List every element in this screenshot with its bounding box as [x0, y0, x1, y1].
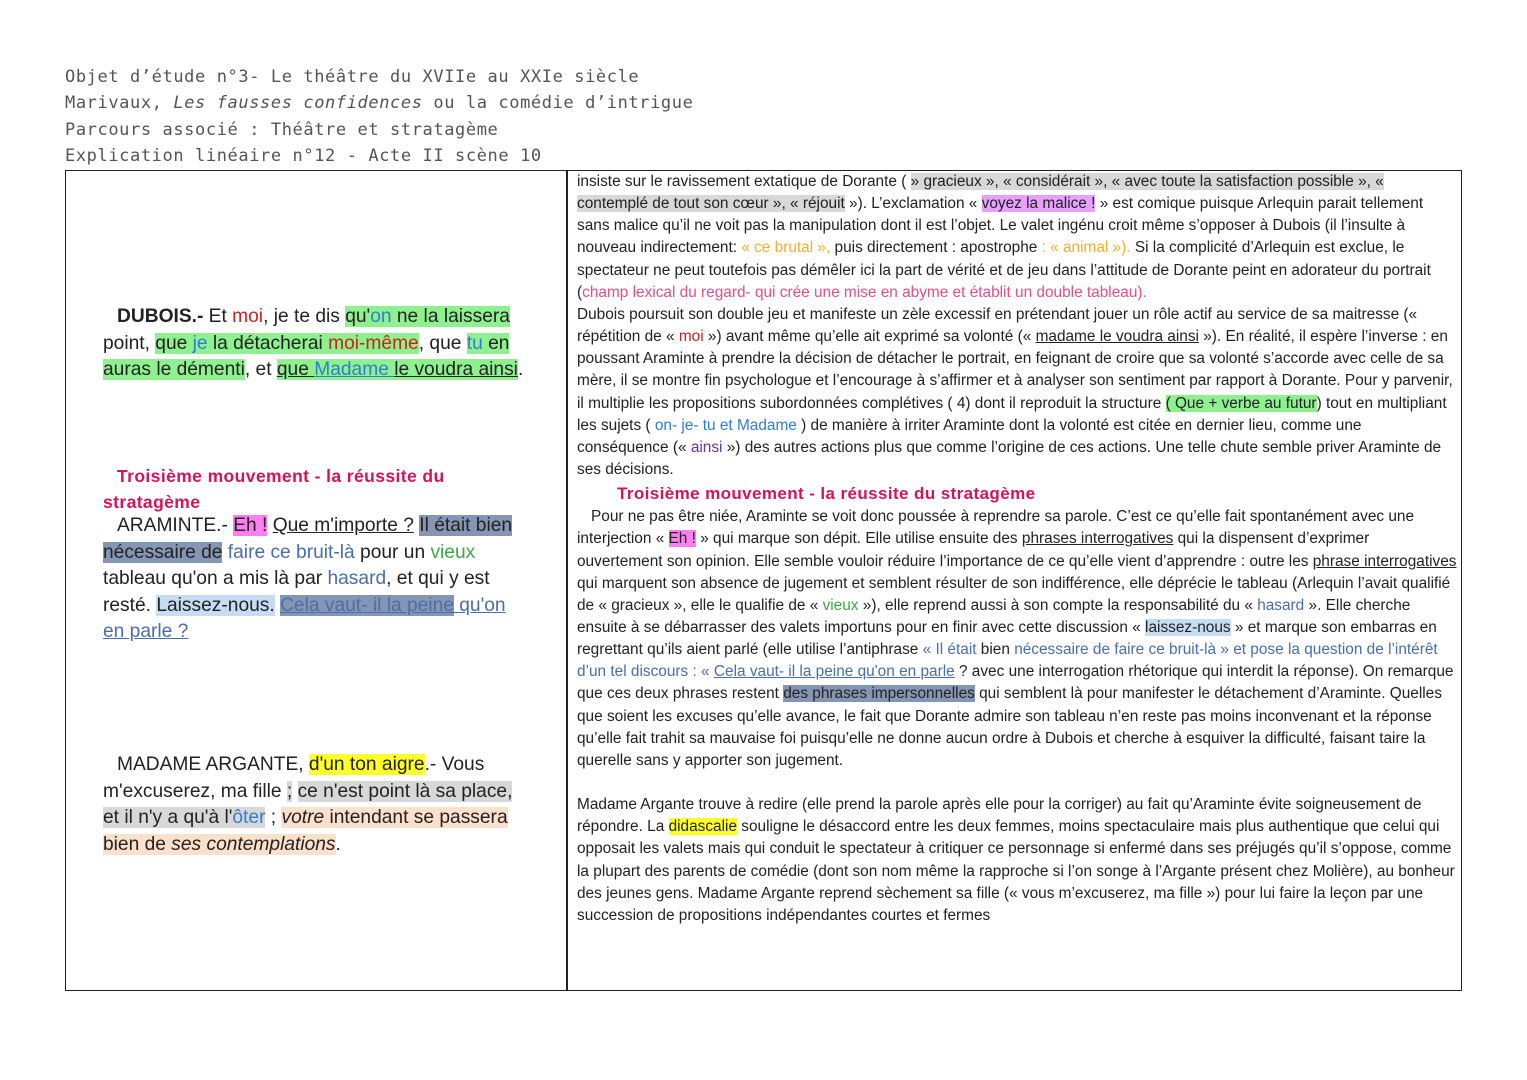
commentary-column: [577, 171, 1457, 927]
explanation-line: Explication linéaire n°12 - Acte II scène 10: [65, 145, 542, 166]
pronoun-je: je: [192, 332, 208, 354]
movement-heading-right: Troisième mouvement - la réussite du stratagème: [617, 484, 1036, 504]
movement-title: Troisième mouvement - la réussite du stratagème: [103, 466, 445, 512]
word-vieux: vieux: [822, 596, 859, 614]
paragraph-gap: [577, 772, 1457, 794]
text: , et qui y est resté.: [103, 568, 490, 616]
text: point,: [103, 332, 156, 354]
text: pour un: [354, 541, 431, 563]
play-title: Les fausses confidences: [173, 93, 423, 114]
rhetorical-question-quote: Cela vaut- il la peine qu'on en parle: [713, 663, 955, 681]
text: Pour ne pas être niée, Araminte se voit donc poussée à reprendre sa parole. C’est ce qu’elle fait spontanément avec une interjection «: [577, 508, 1415, 548]
commentary-paragraph-3: [577, 506, 1457, 772]
laissez-nous: Laissez-nous.: [156, 594, 275, 616]
stage-direction: d'un ton aigre: [308, 754, 425, 775]
word-votre: votre: [281, 807, 325, 828]
subjects-list: on- je- tu et Madame: [654, 416, 797, 434]
text: ? avec une interrogation rhétorique qui interdit la réponse). On remarque que ces deux phrases restent: [577, 663, 1454, 703]
text: Et: [203, 306, 233, 327]
argante-speech: [103, 752, 528, 858]
course-line: Parcours associé : Théâtre et stratagème: [65, 119, 499, 140]
word-contemplations: ses contemplations: [171, 833, 336, 855]
impersonal-highlight: des phrases impersonnelles: [783, 685, 975, 703]
text: Dubois poursuit son double jeu et manifeste un zèle excessif en prétendant jouer un rôle actif au service de sa maitresse (« répétition de «: [577, 305, 1418, 346]
rhetorical-question: Cela vaut- il la peine: [280, 594, 454, 616]
text: ) tout en multipliant les sujets (: [577, 394, 1447, 434]
text: tableau qu'on a mis là par: [103, 568, 328, 589]
apostrophe-quote: : « animal »).: [1041, 239, 1131, 257]
text: faire ce bruit-là: [222, 541, 355, 563]
text: qui la dispensent d’exprimer ouvertement son opinion. Elle semble vouloir réduire l’importance de ce qu’elle vient d’apprendre : outre les: [577, 530, 1370, 570]
question: Que m'importe ?: [272, 515, 414, 536]
text: ». Elle cherche ensuite à se débarrasser des valets importuns pour en finir avec cette discussion «: [577, 596, 1411, 636]
highlight-underlined: ainsi: [473, 359, 518, 380]
text: , je te dis: [263, 306, 346, 327]
antiphrase-quote-end: nécessaire de faire ce bruit-là » et pose la question de l’intérêt d’un tel discours : «: [577, 641, 1438, 681]
structure-highlight: ( Que + verbe au futur: [1165, 394, 1317, 412]
text: »). En réalité, il espère l’inverse : en poussant Araminte à prendre la décision de détacher le portrait, en feignant de croire que sa volonté s’accorde avec celle de sa mère, il se montre fin psychologue et l’encourage à s’affirmer et à analyser son sentiment par rapport à Dorante. Pour y parvenir, il multiplie les propositions subordonnées complétives ( 4) dont il reproduit la structure: [577, 328, 1453, 412]
text: .- Vous: [424, 754, 485, 775]
speaker-argante: MADAME ARGANTE,: [117, 754, 309, 775]
underlined-term: phrase interrogatives: [1312, 552, 1457, 570]
work-title-line: [65, 90, 693, 116]
word-moi: moi: [678, 328, 704, 346]
word-ainsi: ainsi: [690, 438, 723, 456]
text: Si la complicité d’Arlequin est exclue, le spectateur ne peut toutefois pas démêler ici la part de vérité et de jeu dans l’attitude de Dorante peint en adorateur du portrait (: [577, 239, 1431, 301]
highlight: intendant se passera bien de: [103, 807, 508, 855]
text: ») avant même qu’elle ait exprimé sa volonté («: [703, 328, 1036, 346]
text: ») des autres actions plus que comme l’origine de ces actions. Une telle chute semble priver Araminte de ses décisions.: [577, 438, 1442, 479]
text: m'excuserez, ma fille: [103, 780, 287, 802]
speaker-araminte: ARAMINTE.-: [117, 515, 228, 536]
exclamation-highlight: voyez la malice !: [981, 195, 1096, 213]
text: qui marquent son absence de jugement et semblent résulter de son indifférence, elle déprécie le tableau (Arlequin l’avait qualifié de « gracieux », elle le qualifie de «: [577, 574, 1451, 614]
antiphrase-quote: « Il était: [922, 641, 977, 659]
underlined-term: phrases interrogatives: [1021, 530, 1174, 548]
text: .: [335, 833, 341, 855]
commentary-paragraph-4: [577, 794, 1457, 927]
highlight: ;: [286, 780, 293, 802]
quote-underlined: madame le voudra ainsi: [1035, 328, 1199, 346]
didascalie-highlight: didascalie: [668, 818, 738, 836]
text: .: [517, 359, 524, 380]
highlight: auras le démenti: [103, 359, 245, 380]
highlight: qu': [345, 306, 371, 327]
text: , et: [244, 359, 277, 380]
word-hasard: hasard: [1257, 596, 1305, 614]
laissez-nous-highlight: laissez-nous: [1145, 618, 1231, 636]
text: » est comique puisque Arlequin parait tellement sans malice qu’il ne voit pas la manipulation dont il est l’objet. Le valet ingénu croit même s’opposer à Dubois (il l’insulte à nouveau indirectement:: [577, 195, 1424, 257]
highlight: que: [155, 332, 193, 354]
study-object-line: Objet d’étude n°3- Le théâtre du XVIIe au XXIe siècle: [65, 67, 640, 87]
quotation-highlight: » gracieux », « considérait », « avec toute la satisfaction possible », « contemplé de tout son cœur », « réjouit: [577, 173, 1384, 213]
text: insiste sur le ravissement extatique de Dorante (: [577, 173, 911, 190]
word-hasard: hasard: [327, 568, 387, 589]
highlight: ,: [507, 780, 513, 802]
text: » et marque son embarras en regrettant qu’ils aient parlé (elle utilise l’antiphrase: [577, 618, 1437, 659]
moi-word: moi: [232, 306, 264, 327]
highlight-underlined: le voudra: [394, 359, 474, 380]
text: »). L’exclamation «: [844, 195, 982, 213]
highlight-underlined: que: [276, 359, 315, 380]
commentary-paragraph-1: [577, 171, 1457, 304]
word-oter: ôter: [232, 807, 266, 828]
highlight: en: [482, 332, 510, 354]
word-madame: Madame: [314, 359, 395, 380]
highlight: et il n'y a qu'à l': [103, 807, 233, 828]
highlight: ne la laissera: [391, 306, 510, 327]
speaker-dubois: DUBOIS.-: [117, 306, 204, 327]
text: Madame Argante trouve à redire (elle prend la parole après elle pour la corriger) au fait qu’Araminte évite soigneusement de répondre. La: [577, 796, 1422, 836]
rhetorical-question-end: qu'on en parle ?: [103, 594, 506, 642]
text: qui semblent là pour manifester le détachement d’Araminte. Quelles que soient les excuses qu’elle avance, le fait que Dorante admire son tableau n’en reste pas moins inconvenant et la réponse qu’elle fait trahit sa mauvaise foi puisqu’elle ne donne aucun ordre à Dubois et cherche à esquiver la difficulté, faisant taire la querelle sans y apporter son jugement.: [577, 685, 1442, 769]
interjection-highlight: Eh !: [668, 530, 696, 548]
highlight: la détacherai: [207, 332, 329, 354]
highlight: ce n'est point là sa place: [297, 780, 508, 802]
text: ) de manière à irriter Araminte dont la volonté est citée en dernier lieu, comme une conséquence («: [577, 416, 1362, 456]
dubois-speech: [103, 304, 528, 384]
text: ;: [265, 807, 282, 828]
text: souligne le désaccord entre les deux femmes, moins spectaculaire mais plus authentique que celui qui opposait les valets mais qui conduit le spectateur à critiquer ce personnage si enfermé dans ses préjugés qu’il s’oppose, comme la plupart des parents de comédie (dont son nom même la rapproche si l’on songe à l’Argante présent chez Molière), au bonheur des jeunes gens. Madame Argante reprend sèchement sa fille (« vous m’excuserez, ma fille ») pour lui faire la leçon par une succession de propositions indépendantes courtes et fermes: [577, 818, 1455, 924]
author: Marivaux,: [65, 93, 174, 114]
text: puis directement : apostrophe: [834, 239, 1042, 257]
column-divider: [566, 170, 568, 991]
impersonal-phrase: Il était bien nécessaire de: [103, 515, 513, 563]
lexical-field-note: champ lexical du regard- qui crée une mise en abyme et établit un double tableau).: [582, 283, 1147, 301]
interjection: Eh !: [233, 515, 268, 536]
document-header: [65, 64, 693, 169]
word-vieux: vieux: [430, 541, 476, 563]
commentary-paragraph-2: [577, 304, 1457, 481]
text: »), elle reprend aussi à son compte la responsabilité du «: [858, 596, 1258, 614]
text: bien: [976, 641, 1015, 659]
subtitle: ou la comédie d’intrigue: [422, 93, 694, 114]
pronoun-on: on: [370, 306, 392, 327]
text: , que: [418, 332, 467, 354]
pronoun-tu: tu: [466, 332, 483, 354]
moi-meme-word: moi-même: [328, 332, 419, 354]
araminte-speech: [103, 513, 528, 646]
movement-heading-left: [103, 463, 528, 515]
text: » qui marque son dépit. Elle utilise ensuite des: [695, 530, 1022, 548]
insult-quote: « ce brutal »,: [741, 239, 835, 257]
text: [292, 781, 297, 802]
